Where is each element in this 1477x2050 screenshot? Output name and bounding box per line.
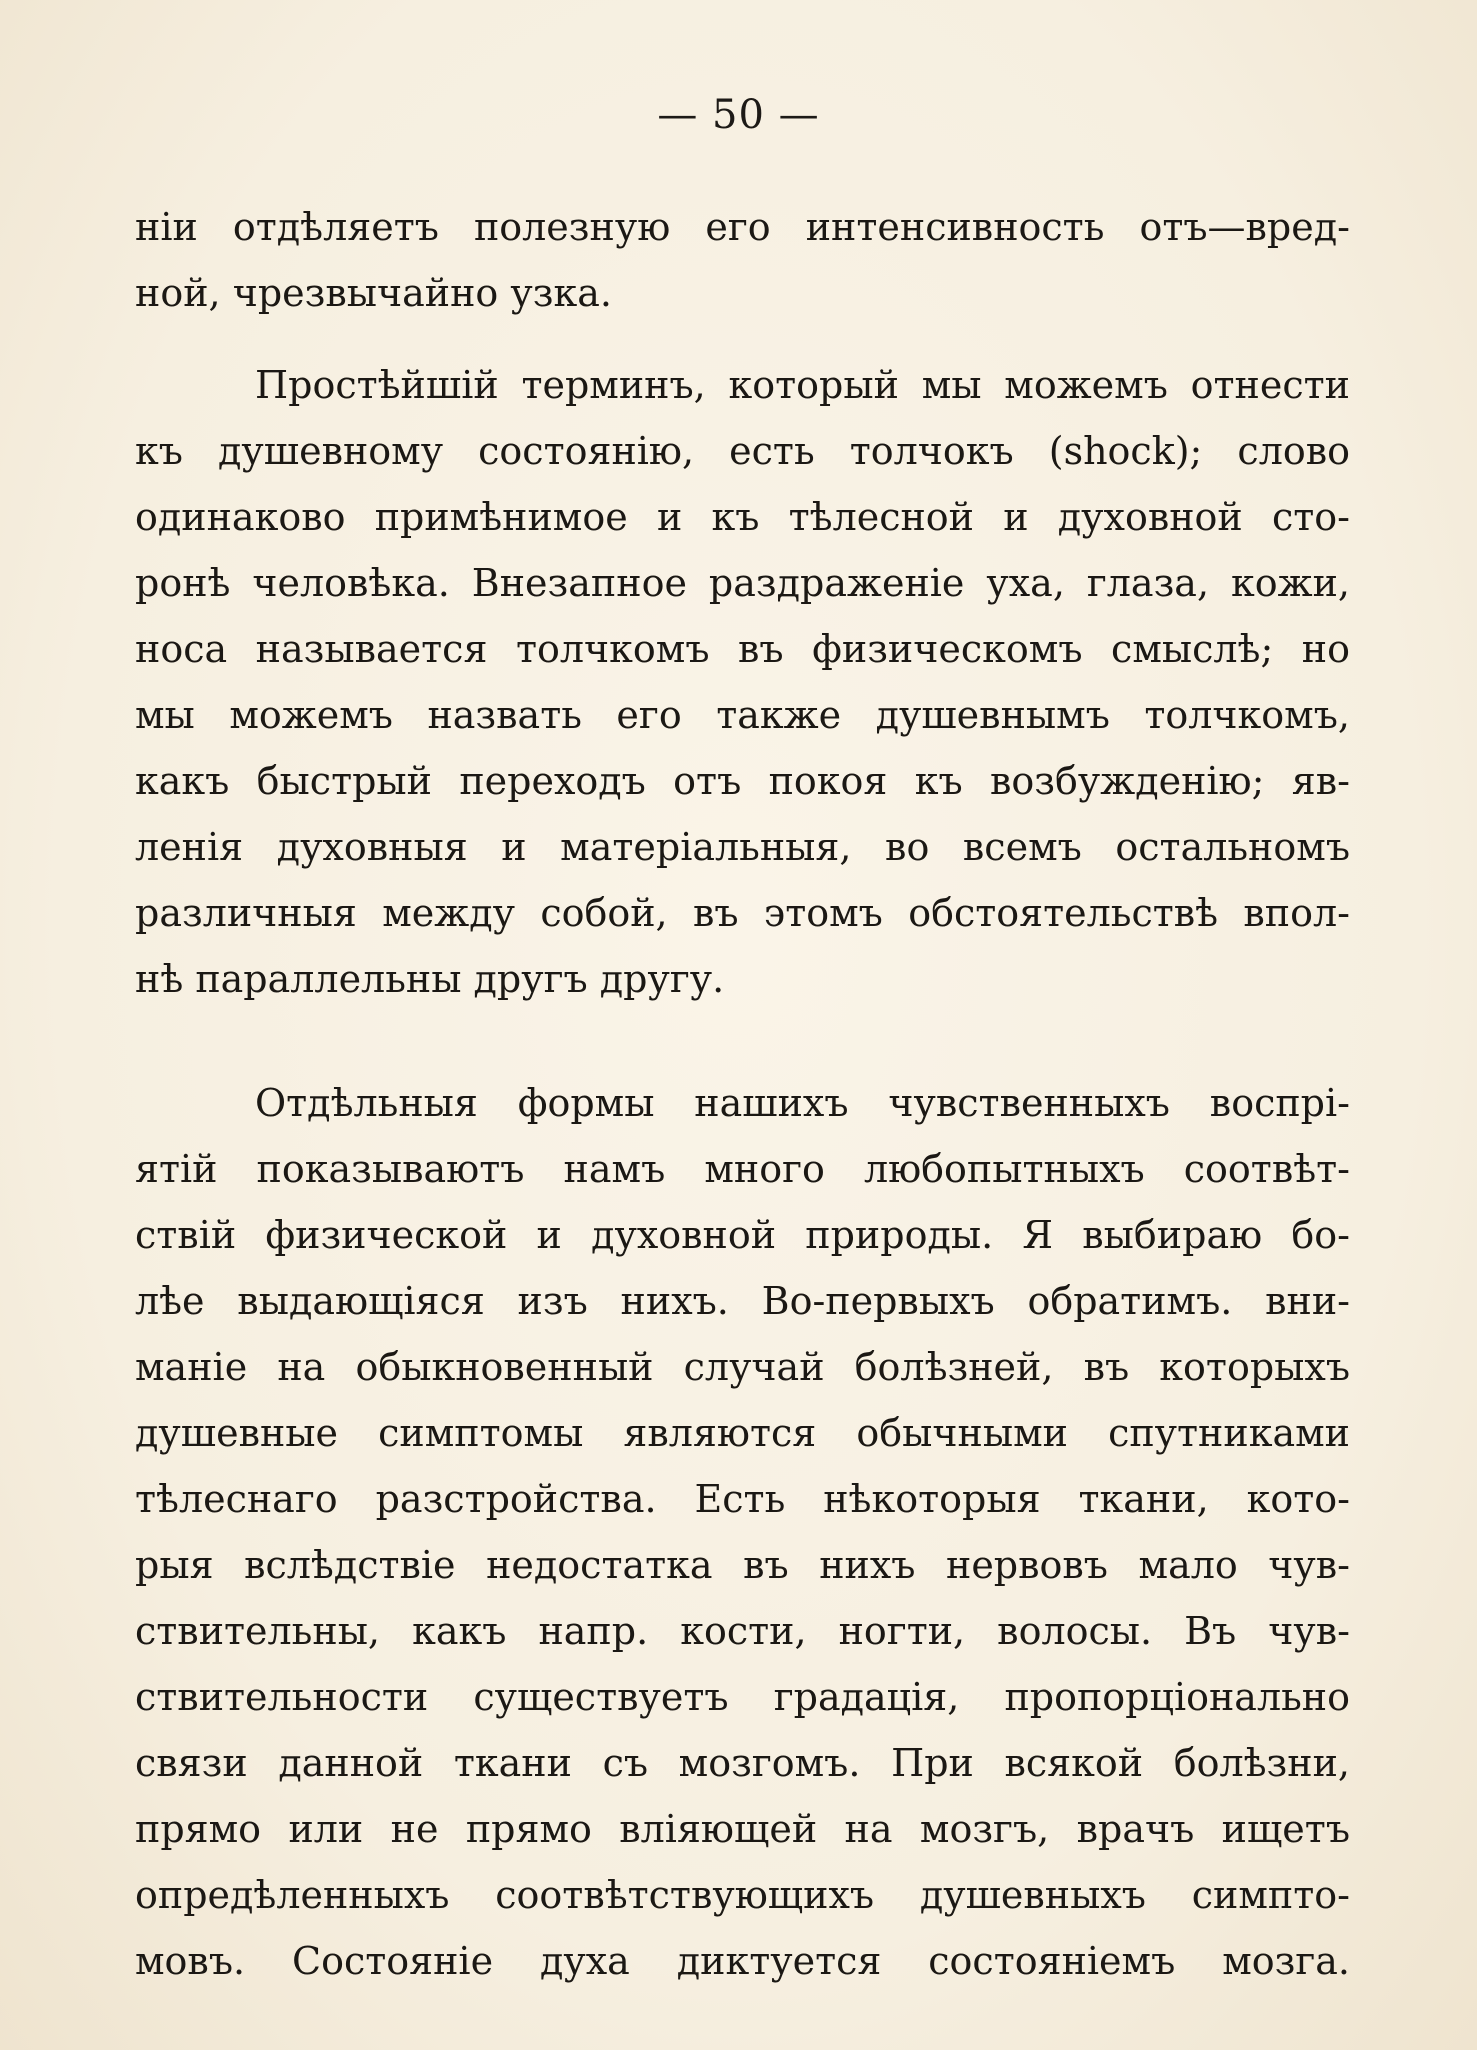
text-line: ронѣ человѣка. Внезапное раздраженіе уха, глаза, кожи,: [135, 561, 1350, 605]
page-number: — 50 —: [657, 92, 820, 138]
text-line: тѣлеснаго разстройства. Есть нѣкоторыя ткани, кото-: [135, 1477, 1350, 1521]
paragraph-2: [135, 352, 1350, 1012]
text-line: ніи отдѣляетъ полезную его интенсивность отъ—вред-: [135, 205, 1350, 249]
text-line: ствій физической и духовной природы. Я выбираю бо-: [135, 1213, 1350, 1257]
text-line: маніе на обыкновенный случай болѣзней, въ которыхъ: [135, 1345, 1350, 1389]
text-line: опредѣленныхъ соотвѣтствующихъ душевныхъ симпто-: [135, 1873, 1350, 1917]
text-line: рыя вслѣдствіе недостатка въ нихъ нервовъ мало чув-: [135, 1543, 1350, 1587]
text-line: ной, чрезвычайно узка.: [135, 271, 612, 315]
text-line: ятій показываютъ намъ много любопытныхъ соотвѣт-: [135, 1147, 1350, 1191]
text-line: одинаково примѣнимое и къ тѣлесной и духовной сто-: [135, 495, 1350, 539]
text-line: ленія духовныя и матеріальныя, во всемъ остальномъ: [135, 825, 1350, 869]
text-line: ствительны, какъ напр. кости, ногти, волосы. Въ чув-: [135, 1609, 1350, 1653]
text-line: мы можемъ назвать его также душевнымъ толчкомъ,: [135, 693, 1350, 737]
text-line: различныя между собой, въ этомъ обстоятельствѣ впол-: [135, 891, 1350, 935]
text-line: носа называется толчкомъ въ физическомъ смыслѣ; но: [135, 627, 1350, 671]
text-line: связи данной ткани съ мозгомъ. При всякой болѣзни,: [135, 1741, 1350, 1785]
text-line: Простѣйшій терминъ, который мы можемъ отнести: [255, 363, 1350, 407]
text-line: ствительности существуетъ градація, пропорціонально: [135, 1675, 1350, 1719]
paragraph-3: [135, 1070, 1350, 1994]
text-line: душевные симптомы являются обычными спутниками: [135, 1411, 1350, 1455]
page-body: [135, 194, 1350, 1994]
paragraph-1: [135, 194, 1350, 326]
text-line: нѣ параллельны другъ другу.: [135, 957, 725, 1001]
text-line: какъ быстрый переходъ отъ покоя къ возбужденію; яв-: [135, 759, 1350, 803]
text-line: прямо или не прямо вліяющей на мозгъ, врачъ ищетъ: [135, 1807, 1350, 1851]
text-line: Отдѣльныя формы нашихъ чувственныхъ воспрі-: [255, 1081, 1350, 1125]
text-line: лѣе выдающіяся изъ нихъ. Во-первыхъ обратимъ. вни-: [135, 1279, 1350, 1323]
text-line: къ душевному состоянію, есть толчокъ (shock); слово: [135, 429, 1350, 473]
text-line: мовъ. Состояніе духа диктуется состояніемъ мозга.: [135, 1939, 1350, 1983]
